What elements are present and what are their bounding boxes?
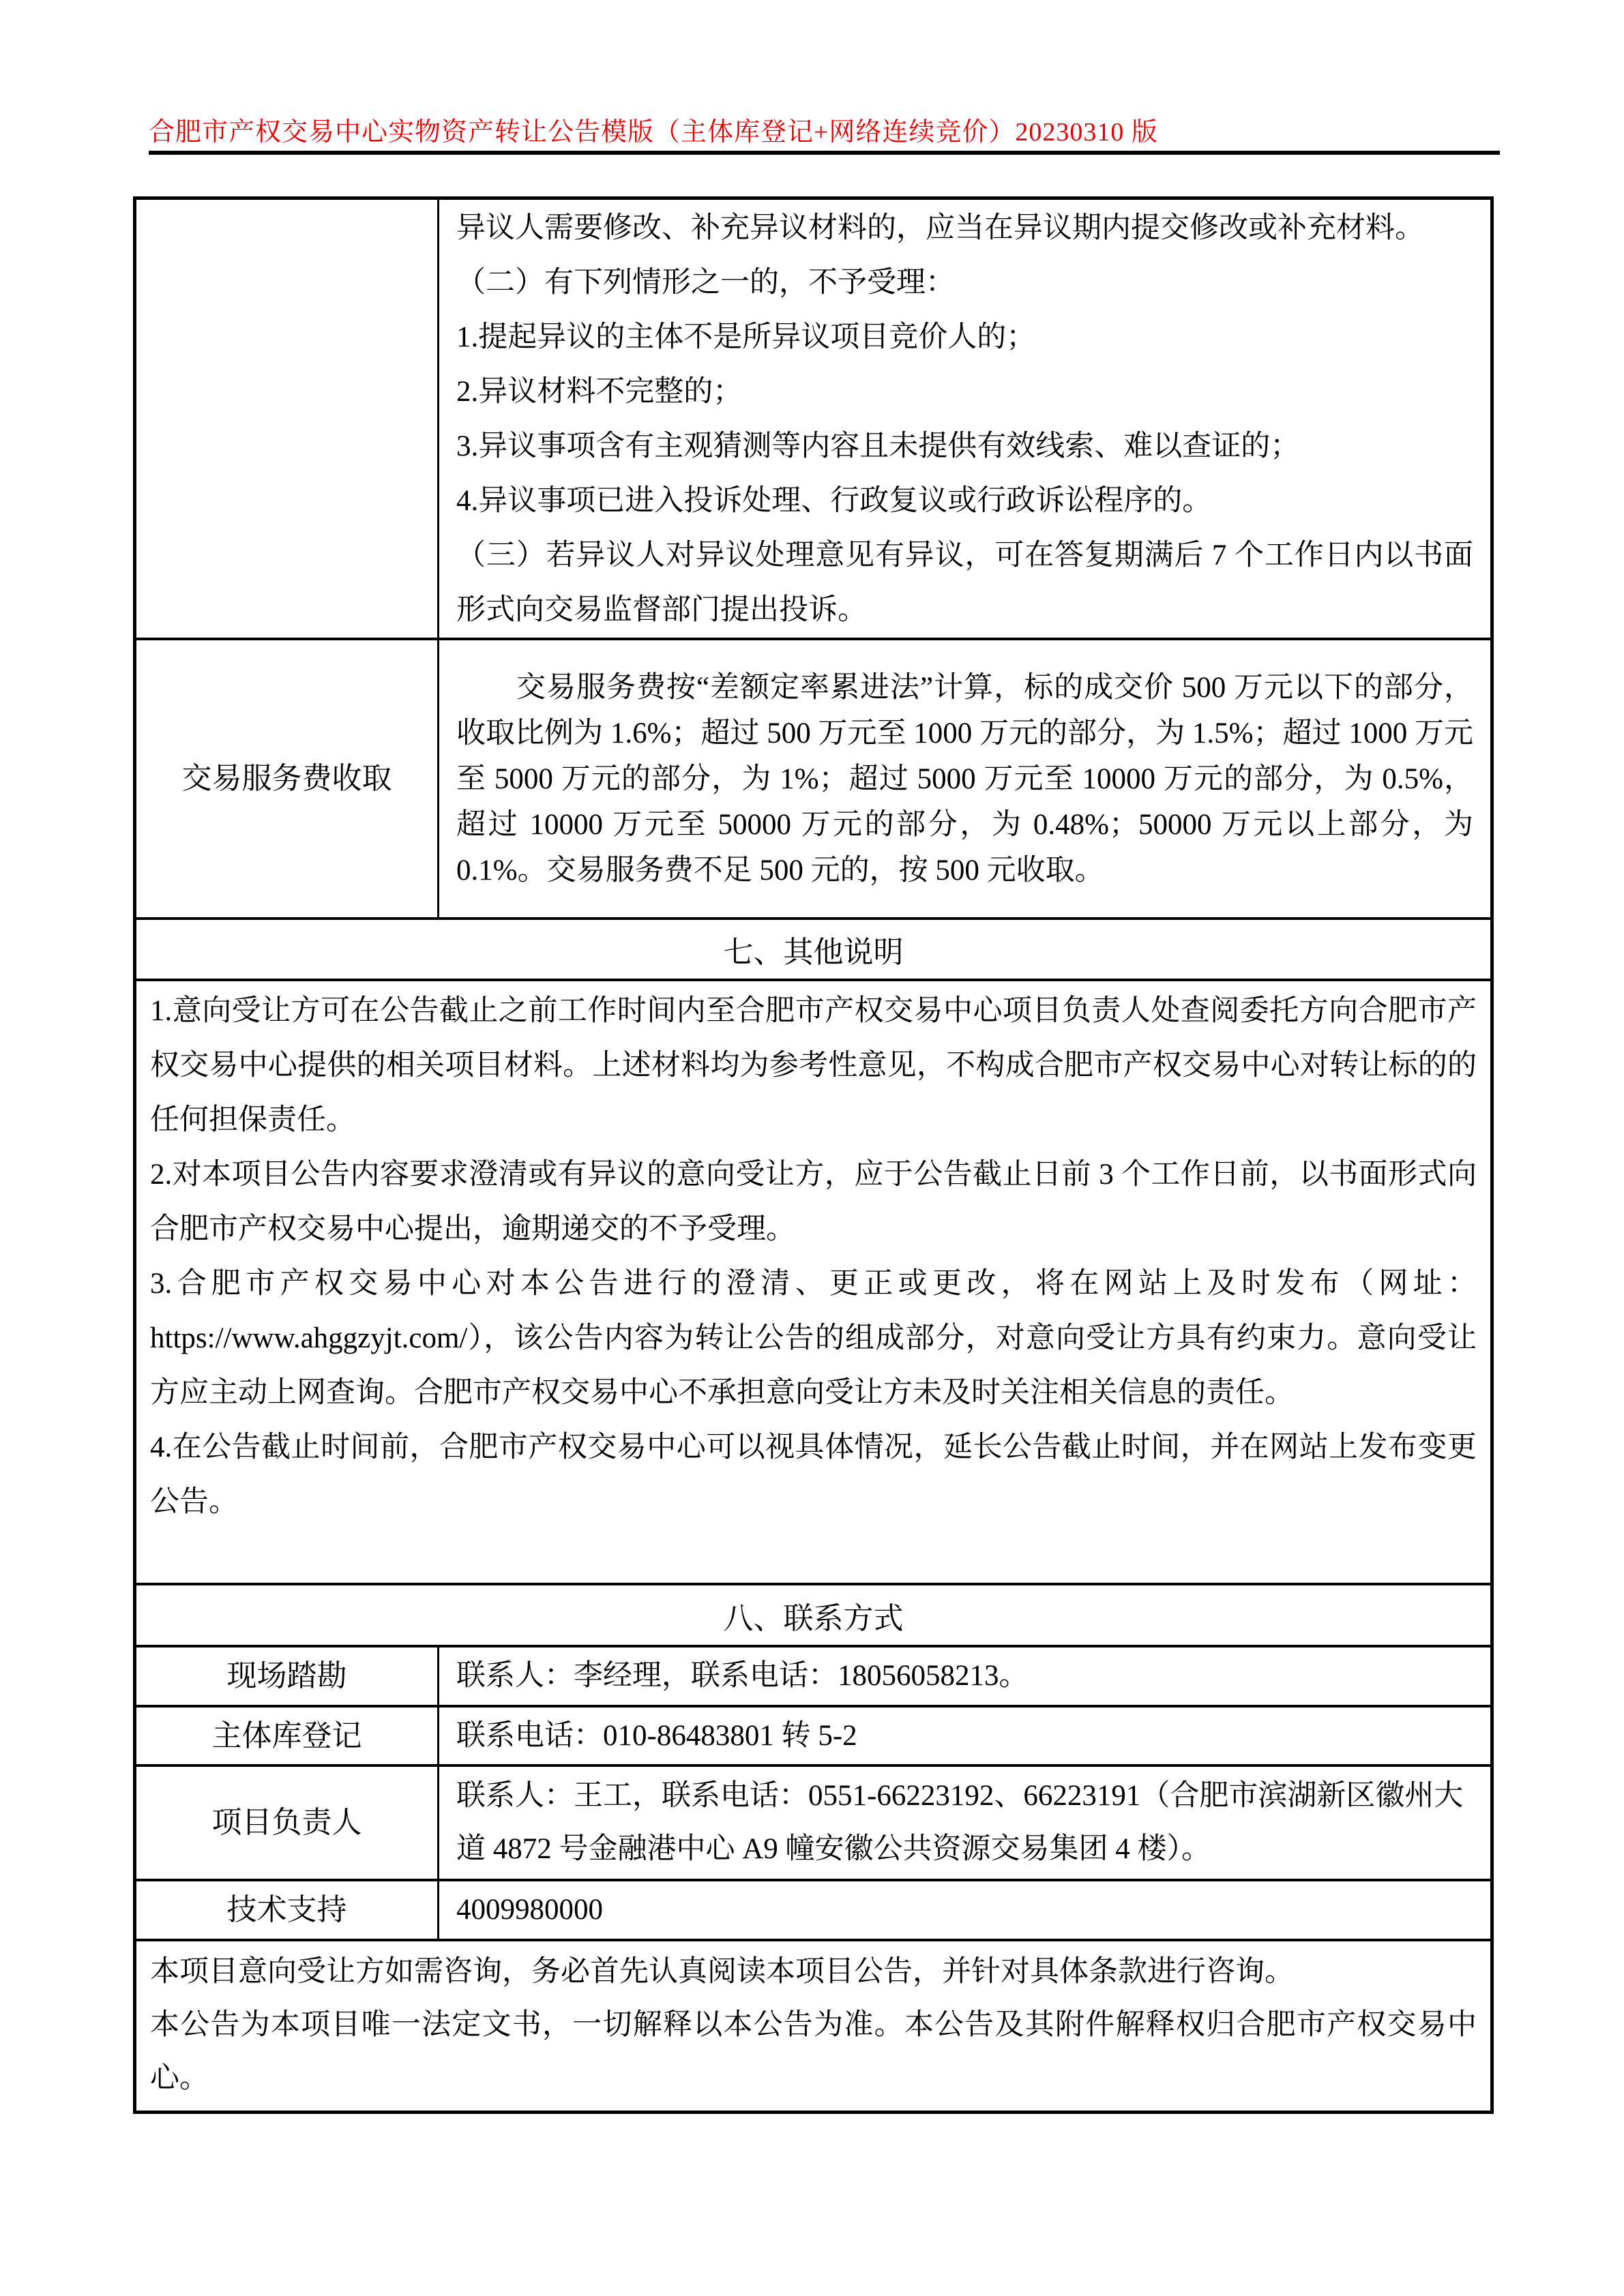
paragraph-line: 异议人需要修改、补充异议材料的，应当在异议期内提交修改或补充材料。 xyxy=(456,212,1424,244)
contact-row-registry xyxy=(135,1706,1492,1765)
service-fee-label: 交易服务费收取 xyxy=(135,639,439,919)
section-title-other-notes: 七、其他说明 xyxy=(135,919,1492,980)
service-fee-row xyxy=(135,639,1492,919)
paragraph-line: （三）若异议人对异议处理意见有异议，可在答复期满后 7 个工作日内以书面形式向交易监督部门提出投诉。 xyxy=(456,539,1473,626)
paragraph-line: 本公告为本项目唯一法定文书，一切解释以本公告为准。本公告及其附件解释权归合肥市产权交易中心。 xyxy=(150,2009,1477,2094)
document-header-title: 合肥市产权交易中心实物资产转让公告模版（主体库登记+网络连续竞价）20230310 版 xyxy=(149,118,1158,147)
section-title-contacts: 八、联系方式 xyxy=(135,1584,1492,1646)
other-notes-cell xyxy=(135,980,1492,1584)
paragraph-line: 4.在公告截止时间前，合肥市产权交易中心可以视具体情况，延长公告截止时间，并在网站上发布变更公告。 xyxy=(150,1431,1477,1518)
contact-row-project-manager xyxy=(135,1765,1492,1880)
service-fee-paragraph: 交易服务费按“差额定率累进法”计算，标的成交价 500 万元以下的部分，收取比例为 1.6%；超过 500 万元至 1000 万元的部分，为 1.5%；超过 1000 万元至 5000 万元的部分，为 1%；超过 5000 万元至 10000 万元的部分，为 0.5%，超过 10000 万元至 50000 万元的部分，为 0.48%；50000 万元以上部分，为 0.1%。交易服务费不足 500 元的，按 500 元收取。 xyxy=(456,671,1473,886)
paragraph-line: 3.异议事项含有主观猜测等内容且未提供有效线索、难以查证的； xyxy=(456,430,1300,462)
contact-row-tech-support xyxy=(135,1880,1492,1940)
contact-value-tech-support xyxy=(439,1880,1492,1940)
other-notes-row xyxy=(135,980,1492,1584)
contacts-header-row xyxy=(135,1584,1492,1646)
contact-value-registry xyxy=(439,1706,1492,1765)
contact-value-text: 4009980000 xyxy=(456,1894,603,1926)
paragraph-line: 2.异议材料不完整的； xyxy=(456,376,743,408)
contact-value-project-manager xyxy=(439,1765,1492,1880)
paragraph-line: 1.意向受让方可在公告截止之前工作时间内至合肥市产权交易中心项目负责人处查阅委托方向合肥市产权交易中心提供的相关项目材料。上述材料均为参考性意见，不构成合肥市产权交易中心对转让标的的任何担保责任。 xyxy=(150,995,1477,1136)
contact-label-site-visit: 现场踏勘 xyxy=(135,1646,439,1706)
contact-value-text: 联系人：李经理，联系电话：18056058213。 xyxy=(456,1660,1029,1692)
paragraph-line: 2.对本项目公告内容要求澄清或有异议的意向受让方，应于公告截止日前 3 个工作日前，以书面形式向合肥市产权交易中心提出，逾期递交的不予受理。 xyxy=(150,1159,1477,1245)
footer-notes-row xyxy=(135,1940,1492,2113)
objection-rules-cell xyxy=(439,198,1492,640)
paragraph-line: 4.异议事项已进入投诉处理、行政复议或行政诉讼程序的。 xyxy=(456,485,1212,517)
contact-label-tech-support: 技术支持 xyxy=(135,1880,439,1940)
footer-notes-cell xyxy=(135,1940,1492,2113)
contact-row-site-visit xyxy=(135,1646,1492,1706)
other-notes-header-row xyxy=(135,919,1492,980)
contact-label-project-manager: 项目负责人 xyxy=(135,1765,439,1880)
header-underline xyxy=(149,151,1500,155)
contact-value-site-visit xyxy=(439,1646,1492,1706)
objection-rules-row xyxy=(135,198,1492,640)
service-fee-cell xyxy=(439,639,1492,919)
contact-value-text: 联系电话：010-86483801 转 5-2 xyxy=(456,1719,857,1752)
contact-label-registry: 主体库登记 xyxy=(135,1706,439,1765)
paragraph-line: （二）有下列情形之一的，不予受理： xyxy=(456,267,955,299)
contact-value-text: 联系人：王工，联系电话：0551-66223192、66223191（合肥市滨湖新区徽州大道 4872 号金融港中心 A9 幢安徽公共资源交易集团 4 楼）。 xyxy=(456,1780,1464,1865)
empty-label-cell xyxy=(135,198,439,640)
paragraph-line: 本项目意向受让方如需咨询，务必首先认真阅读本项目公告，并针对具体条款进行咨询。 xyxy=(150,1956,1294,1988)
paragraph-line: 3.合肥市产权交易中心对本公告进行的澄清、更正或更改，将在网站上及时发布（网址：https://www.ahggzyjt.com/），该公告内容为转让公告的组成部分，对意向受让方具有约束力。意向受让方应主动上网查询。合肥市产权交易中心不承担意向受让方未及时关注相关信息的责任。 xyxy=(150,1268,1477,1409)
announcement-table xyxy=(133,196,1494,2114)
paragraph-line: 1.提起异议的主体不是所异议项目竞价人的； xyxy=(456,321,1036,353)
